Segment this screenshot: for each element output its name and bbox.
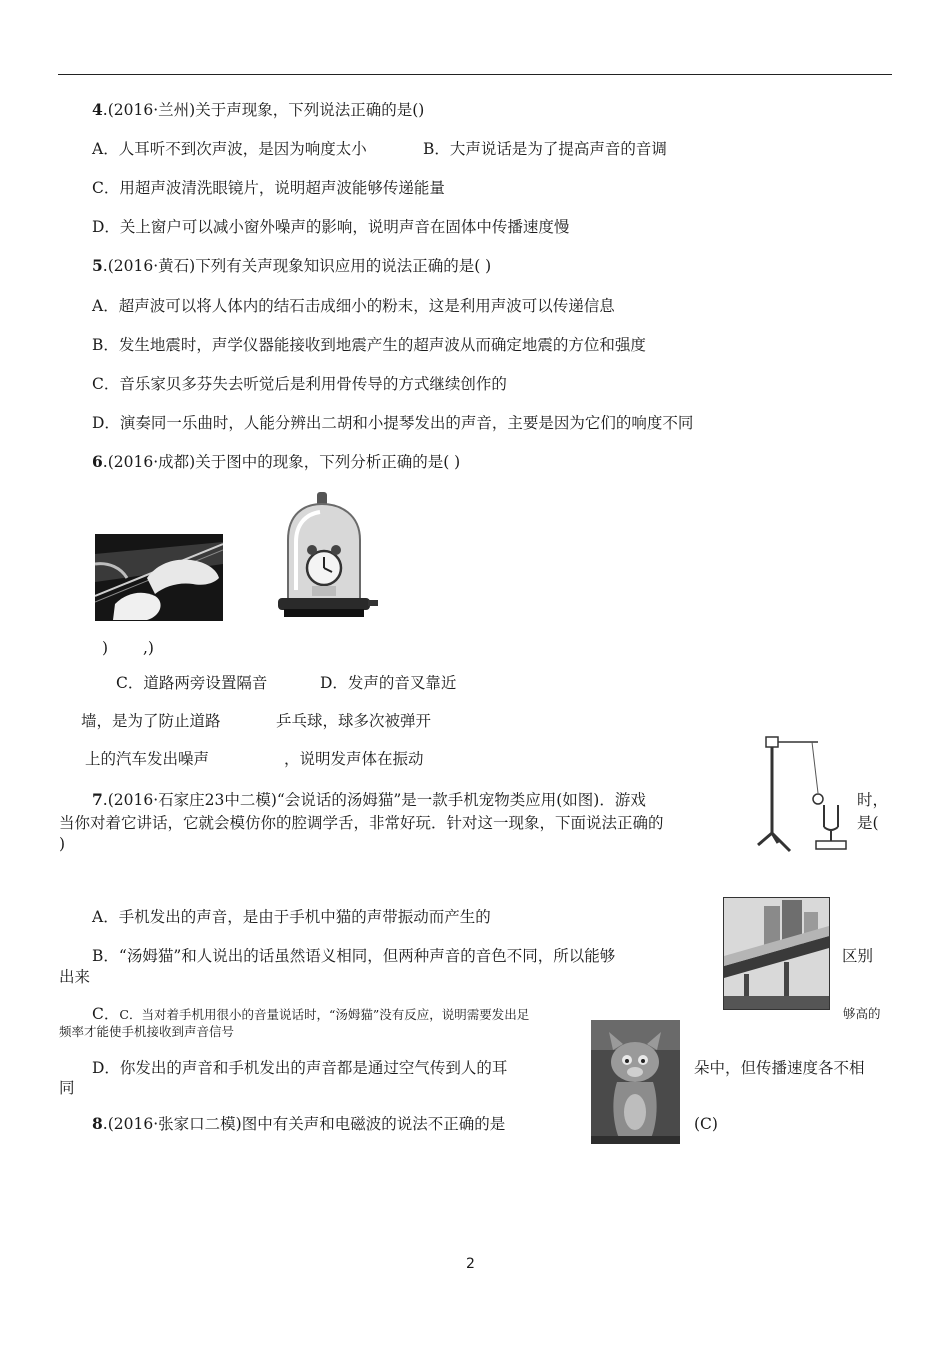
q7-option-b-end: 区别 xyxy=(842,947,874,965)
q7-option-d-part1: D．你发出的声音和手机发出的声音都是通过空气传到人的耳 xyxy=(92,1059,508,1077)
q8-stem-text: .(2016·张家口二模)图中有关声和电磁波的说法不正确的是 xyxy=(102,1115,506,1133)
q6-stem-text: .(2016·成都)关于图中的现象，下列分析正确的是( ) xyxy=(102,453,461,471)
talking-tom-photo xyxy=(591,1020,680,1144)
q7-option-b-part1: B．“汤姆猫”和人说出的话虽然语义相同，但两种声音的音色不同，所以能够 xyxy=(92,947,616,965)
q5-number: 5 xyxy=(92,256,103,275)
q4-option-a: A．人耳听不到次声波，是因为响度太小 xyxy=(92,140,367,158)
q7-option-d-part2: 同 xyxy=(59,1079,75,1097)
bell-jar-photo xyxy=(274,490,380,621)
q5-option-d: D．演奏同一乐曲时，人能分辨出二胡和小提琴发出的声音，主要是因为它们的响度不同 xyxy=(92,414,694,432)
q5-stem xyxy=(92,256,491,276)
q6-option-d-line2: 乒乓球，球多次被弹开 xyxy=(276,712,432,730)
q7-stem-part2: 当你对着它讲话，它就会模仿你的腔调学舌，非常好玩．针对这一现象，下面说法正确的 xyxy=(59,814,664,832)
q6-option-c-line2: 墙，是为了防止道路 xyxy=(81,712,221,730)
q4-stem-text: .(2016·兰州)关于声现象，下列说法正确的是() xyxy=(102,101,425,119)
q4-option-c: C．用超声波清洗眼镜片，说明超声波能够传递能量 xyxy=(92,179,445,197)
q8-number: 8 xyxy=(92,1114,103,1133)
q6-fragment-2: ,) xyxy=(143,639,154,657)
q7-option-c-part2: 频率才能使手机接收到声音信号 xyxy=(59,1024,235,1039)
q7-option-c-end: 够高的 xyxy=(843,1006,881,1021)
q4-number: 4 xyxy=(92,100,103,119)
q7-option-d-end: 朵中，但传播速度各不相 xyxy=(694,1059,865,1077)
q6-option-d-line3: ，说明发声体在振动 xyxy=(284,750,424,768)
q7-stem-line1 xyxy=(92,790,646,810)
q8-stem xyxy=(92,1114,505,1134)
q7-option-c-line xyxy=(92,1004,529,1024)
q7-stem-part2-end: 是( xyxy=(857,814,879,832)
q7-number: 7 xyxy=(92,790,103,809)
q4-stem xyxy=(92,100,424,120)
violin-photo xyxy=(95,534,223,621)
q6-option-c-line3: 上的汽车发出噪声 xyxy=(85,750,210,768)
q5-stem-text: .(2016·黄石)下列有关声现象知识应用的说法正确的是( ) xyxy=(102,257,492,275)
q5-option-c: C．音乐家贝多芬失去听觉后是利用骨传导的方式继续创作的 xyxy=(92,375,507,393)
q8-answer: (C) xyxy=(694,1115,718,1133)
q7-stem-part1-end: 时， xyxy=(857,791,889,809)
q7-option-c-part1: C．当对着手机用很小的音量说话时，“汤姆猫”没有反应，说明需要发出足 xyxy=(119,1007,530,1022)
q4-option-b: B．大声说话是为了提高声音的音调 xyxy=(423,140,667,158)
q5-option-b: B．发生地震时，声学仪器能接收到地震产生的超声波从而确定地震的方位和强度 xyxy=(92,336,646,354)
tuning-fork-figure xyxy=(752,733,854,859)
q7-stem-part1: .(2016·石家庄23中二模)“会说话的汤姆猫”是一款手机宠物类应用(如图)．游戏 xyxy=(102,791,646,809)
q4-option-d: D．关上窗户可以减小窗外噪声的影响，说明声音在固体中传播速度慢 xyxy=(92,218,570,236)
q5-option-a: A．超声波可以将人体内的结石击成细小的粉末，这是利用声波可以传递信息 xyxy=(92,297,615,315)
page-number: 2 xyxy=(466,1256,475,1272)
q6-option-c-line1: C．道路两旁设置隔音 xyxy=(116,674,268,692)
q7-option-a: A．手机发出的声音，是由于手机中猫的声带振动而产生的 xyxy=(92,908,491,926)
overpass-photo xyxy=(723,897,830,1010)
q6-number: 6 xyxy=(92,452,103,471)
q7-option-c-label: C． xyxy=(92,1005,120,1023)
q6-fragment-1: ) xyxy=(102,639,109,657)
q6-stem xyxy=(92,452,460,472)
header-rule xyxy=(58,74,892,75)
q7-stem-part3: ) xyxy=(59,835,66,853)
q6-option-d-line1: D．发声的音叉靠近 xyxy=(320,674,457,692)
q7-option-b-part2: 出来 xyxy=(59,968,91,986)
